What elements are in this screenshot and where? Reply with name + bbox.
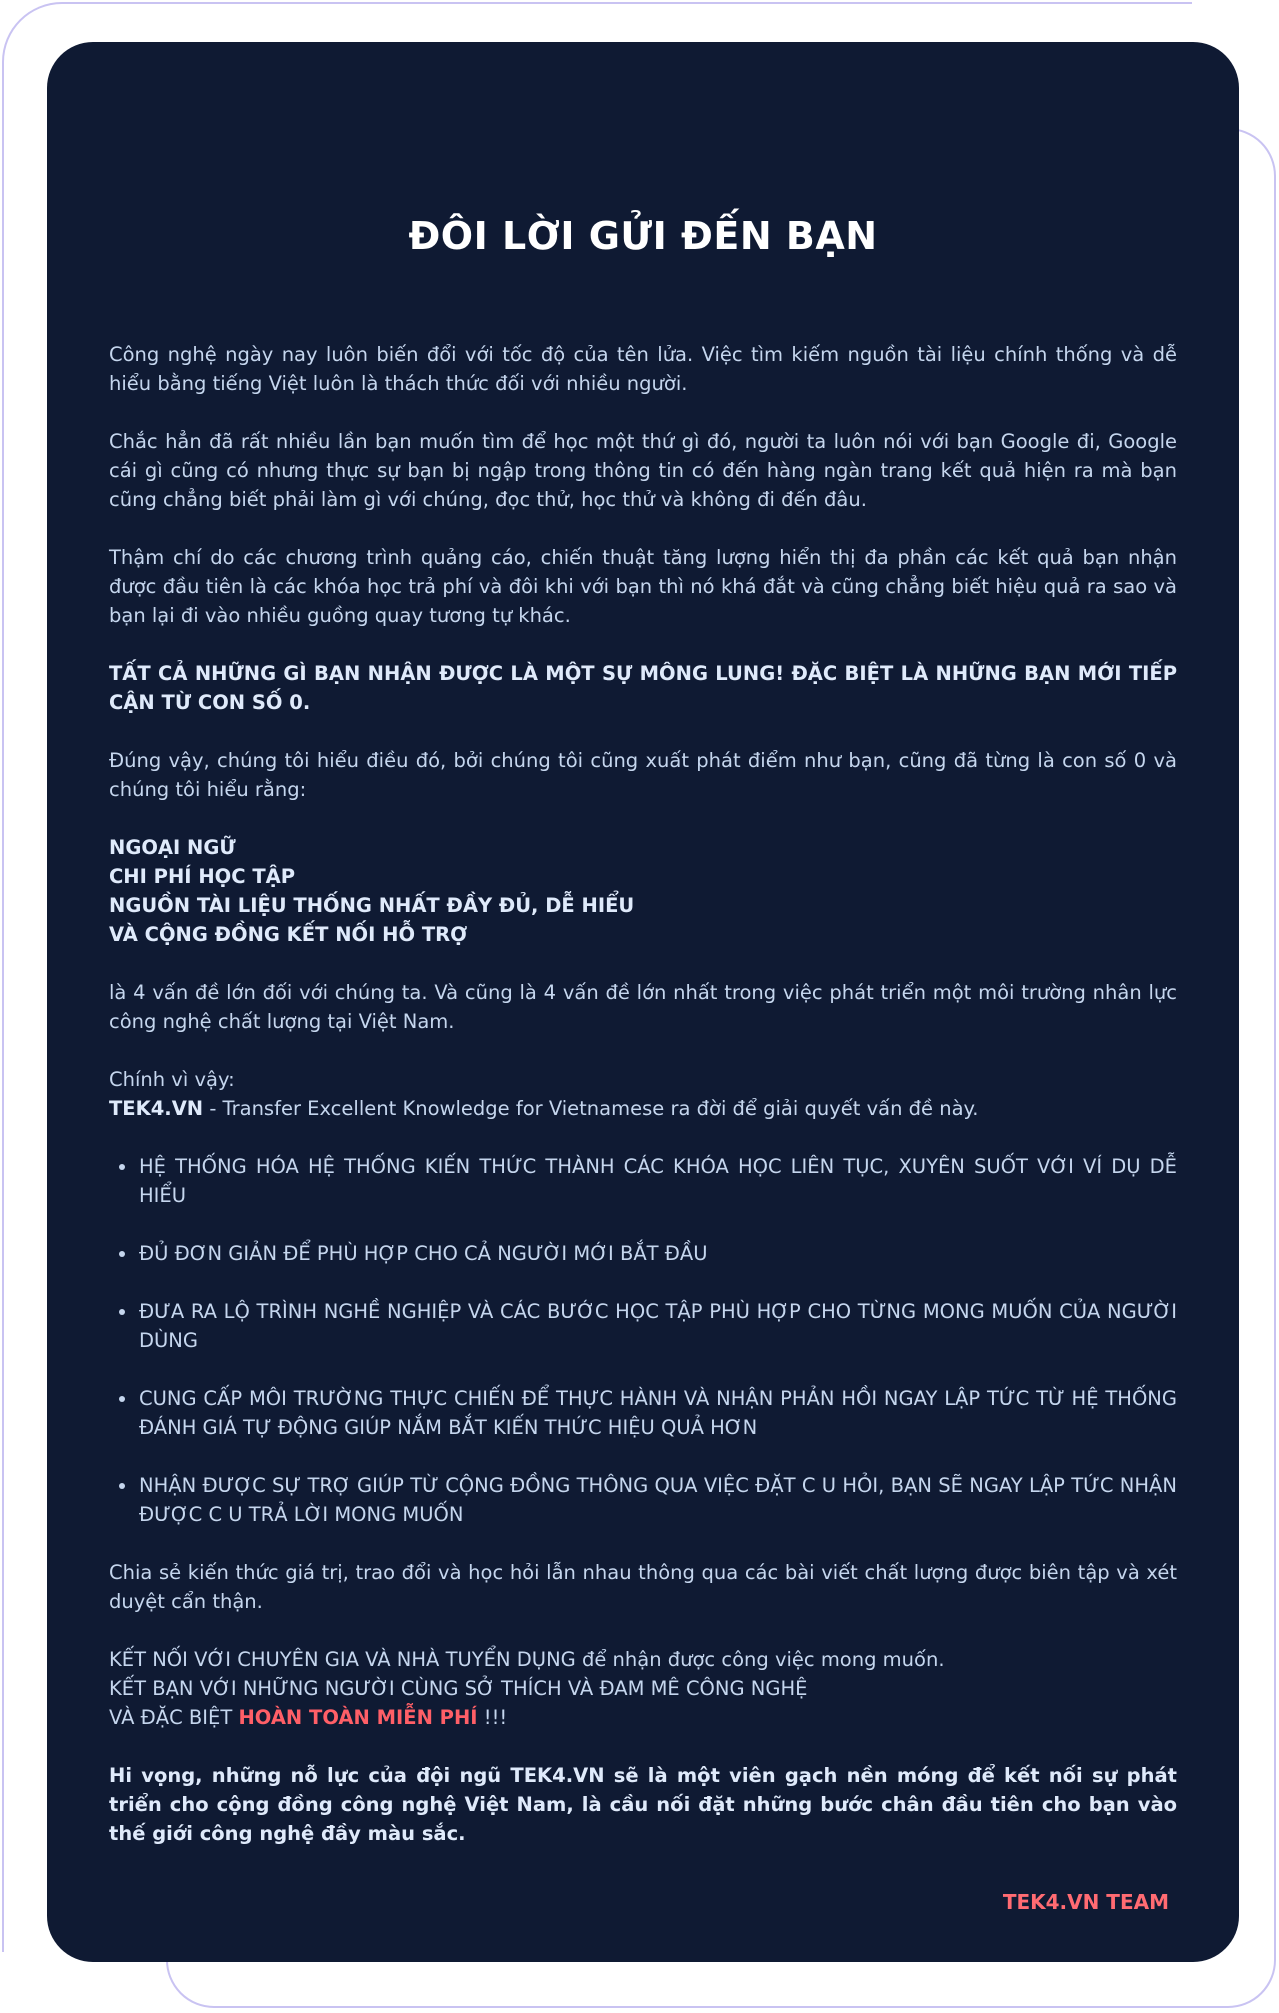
feature-item: ĐỦ ĐƠN GIẢN ĐỂ PHÙ HỢP CHO CẢ NGƯỜI MỚI BẮT ĐẦU (139, 1239, 1177, 1268)
google-paragraph: Chắc hẳn đã rất nhiều lần bạn muốn tìm để học một thứ gì đó, người ta luôn nói với bạn Google đi, Google cái gì cũng có nhưng thực sự bạn bị ngập trong thông tin có đến hàng ngàn trang kết quả hiện ra mà bạn cũng chẳng biết phải làm gì với chúng, đọc thử, học thử và không đi đến đâu. (109, 430, 1177, 511)
confusion-statement: TẤT CẢ NHỮNG GÌ BẠN NHẬN ĐƯỢC LÀ MỘT SỰ MÔNG LUNG! ĐẶC BIỆT LÀ NHỮNG BẠN MỚI TIẾP CẬN TỪ CON SỐ 0. (109, 662, 1177, 714)
letter-card (47, 42, 1239, 1962)
issues-list (109, 833, 1177, 949)
free-prefix: VÀ ĐẶC BIỆT (109, 1706, 239, 1729)
page-title: ĐÔI LỜI GỬI ĐẾN BẠN (408, 214, 878, 258)
brand-tagline: - Transfer Excellent Knowledge for Vietnamese ra đời để giải quyết vấn đề này. (203, 1097, 979, 1120)
connect-block (109, 1645, 1177, 1732)
connect-friends-line: KẾT BẠN VỚI NHỮNG NGƯỜI CÙNG SỞ THÍCH VÀ ĐAM MÊ CÔNG NGHỆ (109, 1677, 808, 1700)
feature-item: HỆ THỐNG HÓA HỆ THỐNG KIẾN THỨC THÀNH CÁC KHÓA HỌC LIÊN TỤC, XUYÊN SUỐT VỚI VÍ DỤ DỄ HIỂU (139, 1152, 1177, 1210)
free-suffix: !!! (477, 1706, 508, 1729)
issues-summary: là 4 vấn đề lớn đối với chúng ta. Và cũng là 4 vấn đề lớn nhất trong việc phát triển một môi trường nhân lực công nghệ chất lượng tại Việt Nam. (109, 981, 1177, 1033)
closing-paragraph: Hi vọng, những nỗ lực của đội ngũ TEK4.VN sẽ là một viên gạch nền móng để kết nối sự phát triển cho cộng đồng công nghệ Việt Nam, là cầu nối đặt những bước chân đầu tiên cho bạn vào thế giới công nghệ đầy màu sắc. (109, 1764, 1177, 1845)
free-highlight: HOÀN TOÀN MIỄN PHÍ (238, 1706, 478, 1729)
brand-name: TEK4.VN (109, 1097, 204, 1120)
connect-experts-line: KẾT NỐI VỚI CHUYÊN GIA VÀ NHÀ TUYỂN DỤNG để nhận được công việc mong muốn. (109, 1648, 945, 1671)
issue-item: NGOẠI NGỮ (109, 836, 236, 859)
free-line (109, 1703, 1177, 1732)
mission-block (109, 1065, 1177, 1123)
intro-paragraph: Công nghệ ngày nay luôn biến đổi với tốc độ của tên lửa. Việc tìm kiếm nguồn tài liệu chính thống và dễ hiểu bằng tiếng Việt luôn là thách thức đối với nhiều người. (109, 343, 1177, 395)
therefore-label: Chính vì vậy: (109, 1068, 235, 1091)
features-list (109, 1152, 1177, 1529)
signature: TEK4.VN TEAM (1002, 1890, 1169, 1914)
understanding-paragraph: Đúng vậy, chúng tôi hiểu điều đó, bởi chúng tôi cũng xuất phát điểm như bạn, cũng đã từng là con số 0 và chúng tôi hiểu rằng: (109, 749, 1177, 801)
brand-line (109, 1094, 1177, 1123)
feature-item: CUNG CẤP MÔI TRƯỜNG THỰC CHIẾN ĐỂ THỰC HÀNH VÀ NHẬN PHẢN HỒI NGAY LẬP TỨC TỪ HỆ THỐNG ĐÁNH GIÁ TỰ ĐỘNG GIÚP NẮM BẮT KIẾN THỨC HIỆU QUẢ HƠN (139, 1384, 1177, 1442)
issue-item: VÀ CỘNG ĐỒNG KẾT NỐI HỖ TRỢ (109, 923, 468, 946)
sharing-paragraph: Chia sẻ kiến thức giá trị, trao đổi và học hỏi lẫn nhau thông qua các bài viết chất lượng được biên tập và xét duyệt cẩn thận. (109, 1561, 1177, 1613)
feature-item: ĐƯA RA LỘ TRÌNH NGHỀ NGHIỆP VÀ CÁC BƯỚC HỌC TẬP PHÙ HỢP CHO TỪNG MONG MUỐN CỦA NGƯỜI DÙNG (139, 1297, 1177, 1355)
issue-item: NGUỒN TÀI LIỆU THỐNG NHẤT ĐẦY ĐỦ, DỄ HIỂU (109, 894, 635, 917)
feature-item: NHẬN ĐƯỢC SỰ TRỢ GIÚP TỪ CỘNG ĐỒNG THÔNG QUA VIỆC ĐẶT C U HỎI, BẠN SẼ NGAY LẬP TỨC NHẬN ĐƯỢC C U TRẢ LỜI MONG MUỐN (139, 1471, 1177, 1529)
issue-item: CHI PHÍ HỌC TẬP (109, 865, 296, 888)
ads-paragraph: Thậm chí do các chương trình quảng cáo, chiến thuật tăng lượng hiển thị đa phần các kết quả bạn nhận được đầu tiên là các khóa học trả phí và đôi khi với bạn thì nó khá đắt và cũng chẳng biết hiệu quả ra sao và bạn lại đi vào nhiều guồng quay tương tự khác. (109, 546, 1177, 627)
